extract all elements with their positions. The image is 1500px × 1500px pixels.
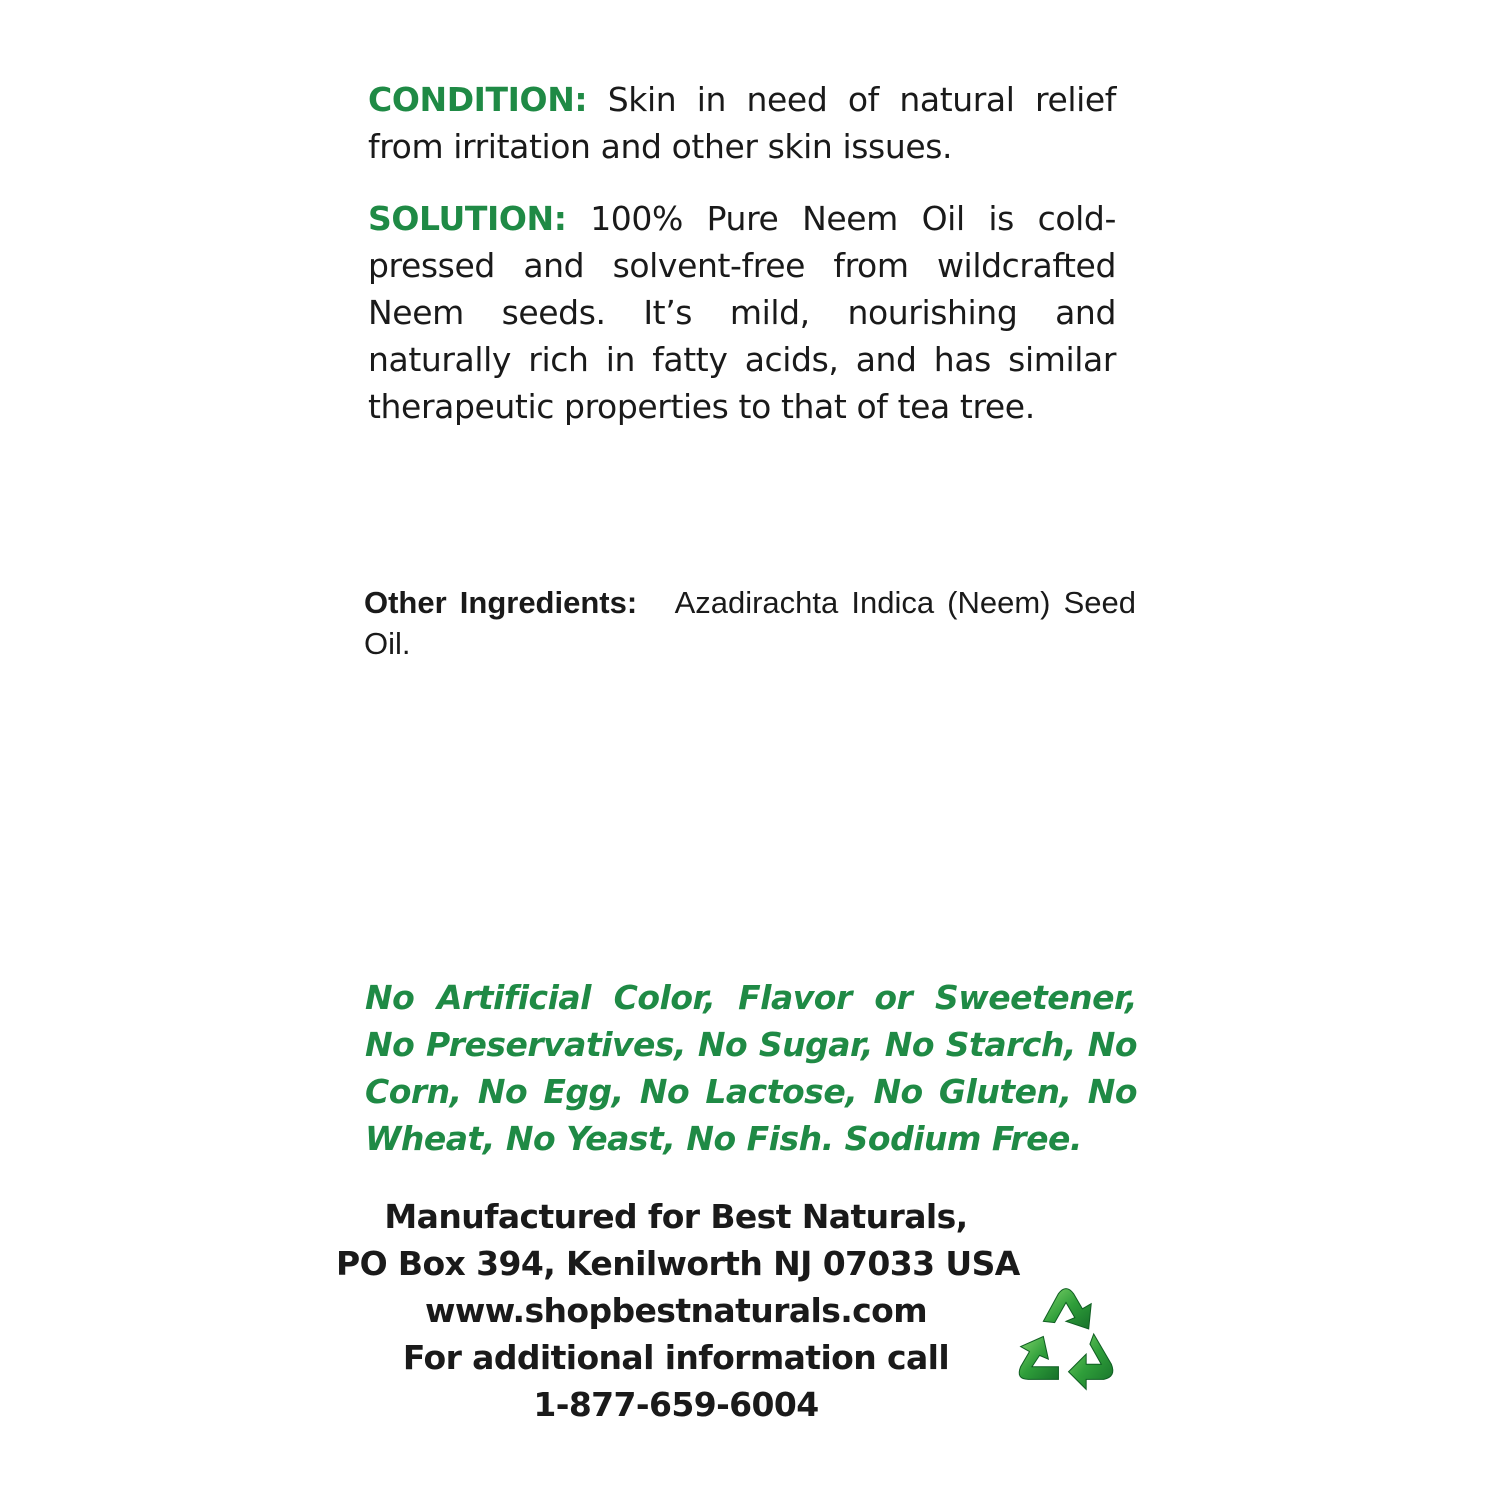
ingredients-paragraph xyxy=(364,582,1136,664)
ingredients-text: Azadirachta Indica (Neem) Seed Oil. xyxy=(364,585,1136,661)
manufacturer-line: Manufactured for Best Naturals, xyxy=(384,1197,968,1236)
manufacturer-info-line: For additional information call xyxy=(402,1338,950,1377)
condition-label: CONDITION: xyxy=(368,80,588,119)
condition-paragraph xyxy=(368,76,1116,170)
condition-text: Skin in need of natural relief from irritation and other skin issues. xyxy=(368,80,1116,166)
free-from-statement: No Artificial Color, Flavor or Sweetener, No Preservatives, No Sugar, No Starch, No Corn, No Egg, No Lactose, No Gluten, No Wheat, No Yeast, No Fish. Sodium Free. xyxy=(365,978,1137,1158)
manufacturer-website: www.shopbestnaturals.com xyxy=(424,1291,927,1330)
solution-text: 100% Pure Neem Oil is cold-pressed and solvent-free from wildcrafted Neem seeds. It’s mild, nourishing and naturally rich in fatty acids, and has similar therapeutic properties to that of tea tree. xyxy=(368,199,1116,426)
solution-label: SOLUTION: xyxy=(368,199,567,238)
recycle-icon xyxy=(1003,1276,1129,1402)
manufacturer-address: PO Box 394, Kenilworth NJ 07033 USA xyxy=(336,1244,1020,1283)
solution-paragraph xyxy=(368,195,1116,430)
manufacturer-phone: 1-877-659-6004 xyxy=(533,1385,819,1424)
ingredients-label: Other Ingredients: xyxy=(364,585,638,620)
manufacturer-info xyxy=(336,1193,1020,1428)
